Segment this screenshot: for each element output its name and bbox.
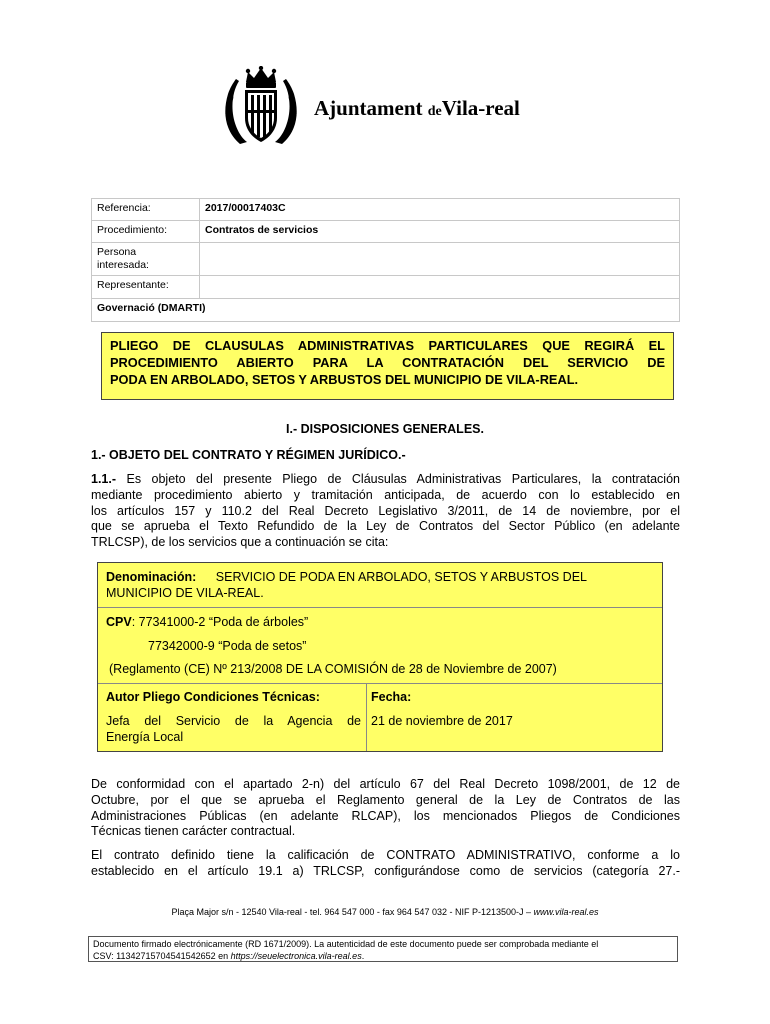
organization-name: Ajuntament deVila-real (314, 96, 520, 120)
title-line: PLIEGO DE CLAUSULAS ADMINISTRATIVAS PARTICULARES QUE REGIRÁ EL (110, 338, 665, 353)
representative-label: Representante: (92, 276, 200, 299)
cpv-row (98, 607, 662, 684)
title-line: PODA EN ARBOLADO, SETOS Y ARBUSTOS DEL MUNICIPIO DE VILA-REAL. (110, 372, 579, 387)
denomination-value: SERVICIO DE PODA EN ARBOLADO, SETOS Y ARBUSTOS DEL (215, 570, 587, 584)
cpv-label: CPV (106, 615, 132, 629)
date-cell (367, 683, 662, 751)
section-heading: I.- DISPOSICIONES GENERALES. (286, 422, 484, 436)
paragraph-object: 1.1.- Es objeto del presente Pliego de Cláusulas Administrativas Particulares, la contratación mediante procedimiento abierto y tramitación anticipada, de acuerdo con lo establecido en los artículos 157 y 110.2 del Real Decreto Legislativo 3/2011, de 14 de noviembre, por el que se aprueba el Texto Refundido de la Ley de Contratos del Sector Público (en adelante TRLCSP), de los servicios que a continuación se cita: (91, 472, 680, 550)
interested-person-label: Persona interesada: (92, 243, 200, 276)
cpv-regulation: (Reglamento (CE) Nº 213/2008 DE LA COMISIÓN de 28 de Noviembre de 2007) (109, 662, 557, 676)
table-row (92, 243, 680, 276)
author-label: Autor Pliego Condiciones Técnicas: (106, 690, 320, 704)
table-row (92, 299, 680, 322)
reference-table (91, 198, 680, 322)
author-row (98, 683, 662, 751)
author-cell (98, 683, 367, 751)
electronic-signature-notice: Documento firmado electrónicamente (RD 1671/2009). La autenticidad de este documento puede ser comprobada mediante el CSV: 11342715704541542652 en https://seuelectronica.vila-real.es. (88, 936, 678, 962)
cpv-code-1: : 77341000-2 “Poda de árboles” (131, 615, 309, 629)
procedure-label: Procedimiento: (92, 221, 200, 243)
cpv-code-2: 77342000-9 “Poda de setos” (148, 639, 307, 653)
paragraph-conformity: De conformidad con el apartado 2-n) del artículo 67 del Real Decreto 1098/2001, de 12 de Octubre, por el que se aprueba el Reglamento general de la Ley de Contratos de las Administraciones Públicas (en adelante RLCAP), los mencionados Pliegos de Condiciones Técnicas tienen carácter contractual. (91, 777, 680, 839)
coat-of-arms-icon (220, 66, 302, 150)
date-label: Fecha: (371, 690, 412, 704)
table-row (92, 199, 680, 221)
interested-person-value (200, 243, 680, 276)
contract-info-box (97, 562, 663, 752)
denomination-value-2: MUNICIPIO DE VILA-REAL. (106, 586, 264, 600)
paragraph-classification: El contrato definido tiene la calificación de CONTRATO ADMINISTRATIVO, conforme a lo establecido en el artículo 19.1 a) TRLCSP, configurándose como de servicios (categoría 27.- (91, 848, 680, 878)
footer-address: Plaça Major s/n - 12540 Vila-real - tel. 964 547 000 - fax 964 547 032 - NIF P-1213500-J – www.vila-real.es (171, 907, 599, 917)
date-value: 21 de noviembre de 2017 (371, 714, 513, 728)
verification-link[interactable]: https://seuelectronica.vila-real.es (230, 950, 362, 961)
document-title (101, 332, 674, 400)
department-label: Governació (DMARTI) (92, 299, 680, 322)
author-value-2: Energía Local (106, 730, 184, 744)
author-value: Jefa del Servicio de la Agencia de (106, 714, 361, 728)
denomination-row (98, 563, 662, 608)
reference-value: 2017/00017403C (200, 199, 680, 221)
representative-value (200, 276, 680, 299)
table-row (92, 276, 680, 299)
procedure-value: Contratos de servicios (200, 221, 680, 243)
table-row (92, 221, 680, 243)
reference-label: Referencia: (92, 199, 200, 221)
denomination-label: Denominación: (106, 570, 197, 584)
website-link[interactable]: www.vila-real.es (533, 907, 599, 917)
article-heading: 1.- OBJETO DEL CONTRATO Y RÉGIMEN JURÍDICO.- (91, 448, 406, 462)
title-line: PROCEDIMIENTO ABIERTO PARA LA CONTRATACIÓN DEL SERVICIO DE (110, 355, 665, 370)
